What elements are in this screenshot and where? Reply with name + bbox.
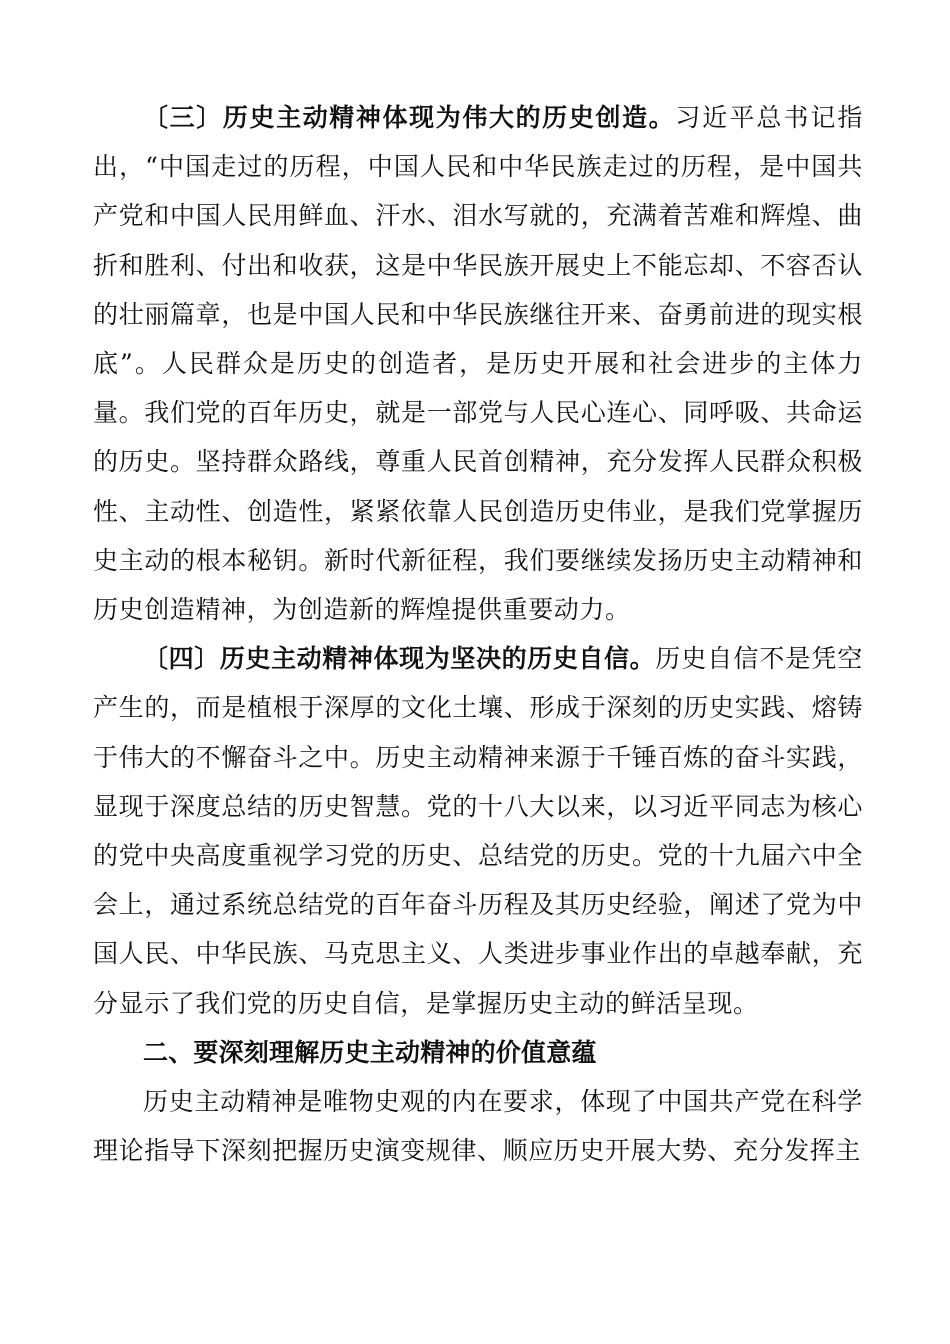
section-heading: 二、要深刻理解历史主动精神的价值意蕴 [143, 1037, 597, 1067]
final-paragraph: 历史主动精神是唯物史观的内在要求，体现了中国共产党在科学理论指导下深刻把握历史演变规律、顺应历史开展大势、充分发挥主 [93, 1087, 863, 1166]
paragraph-three [93, 93, 863, 634]
paragraph-four [93, 634, 863, 1028]
paragraph-four-lead: 〔四〕历史主动精神体现为坚决的历史自信。 [143, 644, 656, 674]
paragraph-three-lead: 〔三〕历史主动精神体现为伟大的历史创造。 [143, 103, 676, 132]
paragraph-three-body: 习近平总书记指出，“中国走过的历程，中国人民和中华民族走过的历程，是中国共产党和中国人民用鲜血、汗水、泪水写就的，充满着苦难和辉煌、曲折和胜利、付出和收获，这是中华民族开展史上不能忘却、不容否认的壮丽篇章，也是中国人民和中华民族继往开来、奋勇前进的现实根底”。人民群众是历史的创造者，是历史开展和社会进步的主体力量。我们党的百年历史，就是一部党与人民心连心、同呼吸、共命运的历史。坚持群众路线，尊重人民首创精神，充分发挥人民群众积极性、主动性、创造性，紧紧依靠人民创造历史伟业，是我们党掌握历史主动的根本秘钥。新时代新征程，我们要继续发扬历史主动精神和历史创造精神，为创造新的辉煌提供重要动力。 [93, 103, 863, 625]
paragraph-four-body: 历史自信不是凭空产生的，而是植根于深厚的文化土壤、形成于深刻的历史实践、熔铸于伟大的不懈奋斗之中。历史主动精神来源于千锤百炼的奋斗实践，显现于深度总结的历史智慧。党的十八大以来，以习近平同志为核心的党中央高度重视学习党的历史、总结党的历史。党的十九届六中全会上，通过系统总结党的百年奋斗历程及其历史经验，阐述了党为中国人民、中华民族、马克思主义、人类进步事业作出的卓越奉献，充分显示了我们党的历史自信，是掌握历史主动的鲜活呈现。 [93, 644, 863, 1018]
document-body [93, 93, 863, 1175]
